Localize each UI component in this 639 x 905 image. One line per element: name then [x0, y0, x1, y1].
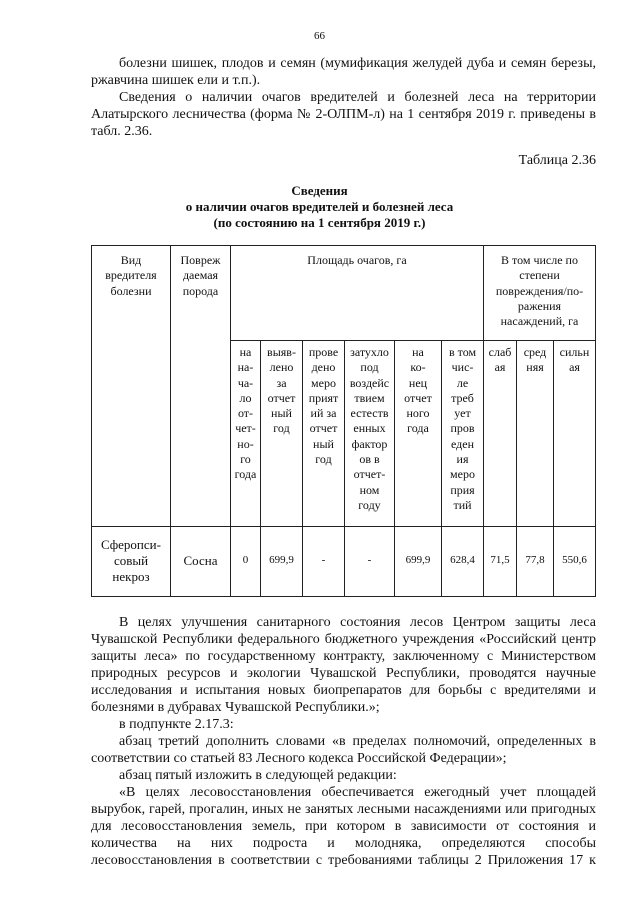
- header-area: Площадь очагов, га: [307, 253, 407, 267]
- table-caption-date: (по состоянию на 1 сентября 2019 г.): [213, 215, 426, 230]
- body-line: «В целях лесовосстановления обеспечивается ежегодный учет площадей: [119, 785, 596, 800]
- intro-line: Алатырского лесничества (форма № 2-ОЛПМ-л) на 1 сентября 2019 г. приведены в: [91, 107, 596, 122]
- body-line: в подпункте 2.17.3:: [119, 717, 234, 732]
- row-value: -: [367, 554, 372, 566]
- body-line: лесовосстановления в соответствии с требованиями таблицы 2 Приложения 17 к: [91, 853, 596, 868]
- body-line: болезнями в дубравах Чувашской Республики.»;: [91, 700, 380, 715]
- subheader-detected: выяв- лено за отчет ный год: [267, 345, 296, 436]
- row-value: 699,9: [269, 554, 294, 566]
- body-line: исследования и испытания новых биопрепаратов для борьбы с вредителями и: [91, 683, 596, 698]
- subheader-natural-decline: затухло под воздейс твием естеств енных фактор ов в отчет- ном году: [349, 345, 390, 512]
- intro-line: ржавчина шишек ели и т.п.).: [91, 73, 261, 88]
- row-value: -: [321, 554, 326, 566]
- subheader-measures-done: прове дено меро прият ий за отчет ный год: [308, 345, 339, 467]
- body-line: вырубок, гарей, прогалин, иных не занятых лесными насаждениями или пригодных: [91, 802, 596, 817]
- page-number: 66: [314, 30, 325, 42]
- subheader-end-of-year: на ко- нец отчет ного года: [404, 345, 432, 436]
- header-degree: В том числе по степени повреждения/по- ражения насаждений, га: [495, 253, 584, 329]
- subheader-start-of-year: на на- ча- ло от- чет- но- го года: [234, 345, 257, 482]
- subheader-weak: слаб ая: [488, 345, 512, 375]
- table-caption-subtitle: о наличии очагов вредителей и болезней леса: [185, 199, 454, 214]
- subheader-strong: сильн ая: [559, 345, 590, 375]
- intro-line: болезни шишек, плодов и семян (мумификация желудей дуба и семян березы,: [119, 56, 596, 71]
- subheader-requiring-measures: в том чис- ле треб ует пров еден ия меро прия тий: [448, 345, 477, 512]
- body-line: В целях улучшения санитарного состояния лесов Центром защиты леса: [119, 615, 596, 630]
- row-value: 628,4: [450, 554, 475, 566]
- row-value: 77,8: [525, 554, 545, 566]
- body-line: природных ресурсов и экологии Чувашской Республики, проводятся научные: [91, 666, 596, 681]
- row-value: 71,5: [490, 554, 510, 566]
- intro-line: Сведения о наличии очагов вредителей и болезней леса на территории: [119, 90, 596, 105]
- body-line: абзац пятый изложить в следующей редакции:: [119, 768, 397, 783]
- subheader-medium: сред няя: [523, 345, 547, 375]
- header-species: Повреж даемая порода: [180, 253, 221, 298]
- body-line: абзац третий дополнить словами «в пределах полномочий, определенных в: [119, 734, 596, 749]
- table-label: Таблица 2.36: [518, 153, 596, 168]
- body-line: Чувашской Республики федерального бюджетного учреждения «Российский центр: [91, 632, 596, 647]
- row-value: 0: [242, 554, 249, 566]
- intro-line: табл. 2.36.: [91, 124, 153, 139]
- body-line: количества на них подроста и молодняка, определяются способы: [91, 836, 596, 851]
- row-value: 699,9: [405, 554, 431, 566]
- body-line: для лесовосстановления земель, при котором в зависимости от состояния и: [91, 819, 596, 834]
- body-line: защиты леса» по государственному контракту, заключенному с Министерством: [91, 649, 596, 664]
- row-species: Сосна: [183, 553, 218, 568]
- row-pest-name: Сферопси- совый некроз: [101, 537, 161, 584]
- body-line: соответствии со статьей 83 Лесного кодекса Российской Федерации»;: [91, 751, 507, 766]
- row-value: 550,6: [562, 554, 587, 566]
- pest-foci-table: [91, 245, 596, 597]
- table-caption-title: Сведения: [291, 183, 348, 198]
- header-pest: Вид вредителя болезни: [105, 253, 157, 298]
